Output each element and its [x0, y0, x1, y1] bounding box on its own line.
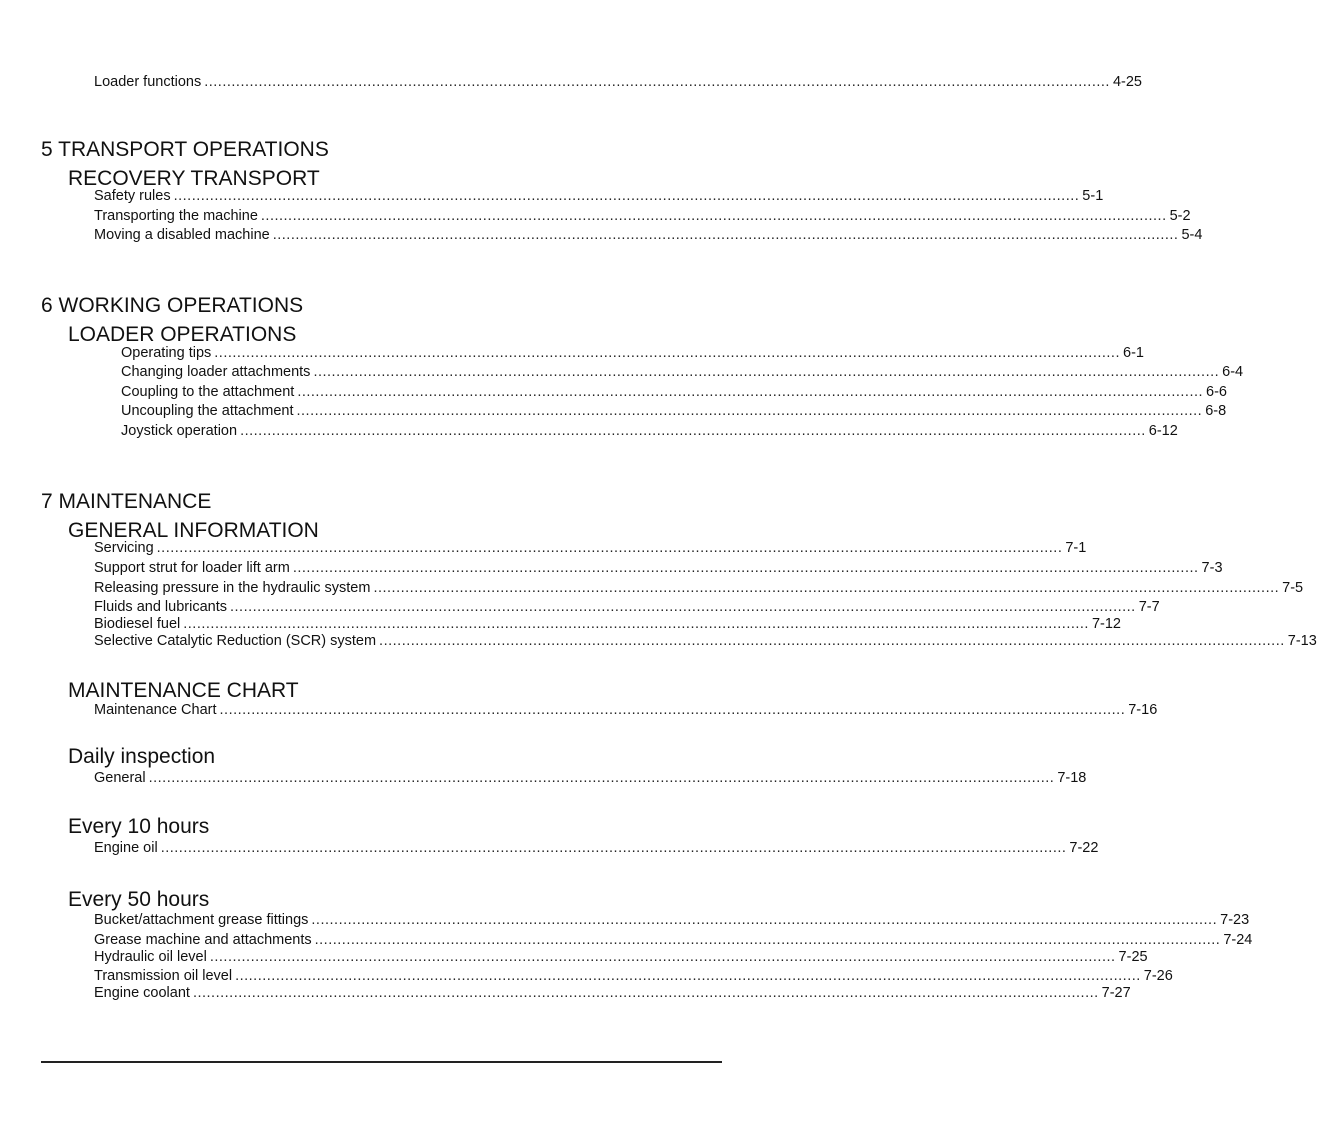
- toc-entry-title: Coupling to the attachment: [121, 384, 295, 400]
- section-heading: GENERAL INFORMATION: [68, 519, 319, 542]
- chapter-heading: 6 WORKING OPERATIONS: [41, 294, 304, 317]
- toc-entry-title: Safety rules: [94, 188, 171, 204]
- toc-entry[interactable]: [94, 226, 1203, 244]
- toc-entry-page: 4-25: [1112, 74, 1142, 90]
- toc-entry[interactable]: [94, 911, 1250, 929]
- toc-entry[interactable]: [94, 579, 1304, 597]
- toc-entry-page: 5-1: [1082, 188, 1104, 204]
- dot-leader: ........................................................................................................................................................................................................: [296, 403, 1203, 419]
- footer-rule: [41, 1061, 722, 1063]
- toc-entry[interactable]: [94, 769, 1087, 787]
- toc-entry-page: 6-8: [1205, 403, 1227, 419]
- dot-leader: ........................................................................................................................................................................................................: [311, 912, 1218, 928]
- section-heading: LOADER OPERATIONS: [68, 323, 297, 346]
- dot-leader: ........................................................................................................................................................................................................: [313, 364, 1220, 380]
- dot-leader: ........................................................................................................................................................................................................: [160, 840, 1067, 856]
- toc-entry-title: Hydraulic oil level: [94, 949, 207, 965]
- toc-entry-page: 7-1: [1065, 540, 1087, 556]
- dot-leader: ........................................................................................................................................................................................................: [297, 384, 1204, 400]
- section-heading: MAINTENANCE CHART: [68, 679, 299, 702]
- dot-leader: ........................................................................................................................................................................................................: [219, 702, 1126, 718]
- dot-leader: ........................................................................................................................................................................................................: [240, 423, 1146, 439]
- toc-entry[interactable]: [121, 402, 1227, 420]
- section-heading: Daily inspection: [68, 745, 216, 768]
- toc-entry[interactable]: [94, 839, 1099, 857]
- dot-leader: ........................................................................................................................................................................................................: [373, 580, 1280, 596]
- toc-entry-page: 7-3: [1201, 560, 1223, 576]
- toc-entry[interactable]: [94, 559, 1223, 577]
- toc-entry-page: 7-23: [1220, 912, 1250, 928]
- toc-entry[interactable]: [94, 984, 1131, 1002]
- dot-leader: ........................................................................................................................................................................................................: [230, 599, 1136, 615]
- toc-entry-title: Uncoupling the attachment: [121, 403, 294, 419]
- toc-entry[interactable]: [94, 967, 1173, 985]
- toc-entry-title: Changing loader attachments: [121, 364, 311, 380]
- toc-entry-page: 7-16: [1128, 702, 1158, 718]
- dot-leader: ........................................................................................................................................................................................................: [272, 227, 1179, 243]
- toc-entry-page: 7-13: [1287, 633, 1317, 649]
- dot-leader: ........................................................................................................................................................................................................: [292, 560, 1199, 576]
- toc-entry-page: 7-12: [1091, 616, 1121, 632]
- dot-leader: ........................................................................................................................................................................................................: [314, 932, 1221, 948]
- toc-entry-page: 7-5: [1282, 580, 1304, 596]
- dot-leader: ........................................................................................................................................................................................................: [379, 633, 1285, 649]
- toc-entry-title: Releasing pressure in the hydraulic system: [94, 580, 371, 596]
- toc-entry-title: Fluids and lubricants: [94, 599, 227, 615]
- dot-leader: ........................................................................................................................................................................................................: [260, 208, 1167, 224]
- toc-entry[interactable]: [94, 931, 1253, 949]
- toc-entry-page: 6-1: [1123, 345, 1144, 361]
- toc-entry[interactable]: [94, 701, 1158, 719]
- toc-entry[interactable]: [94, 73, 1142, 91]
- toc-entry[interactable]: [94, 539, 1087, 557]
- chapter-heading: 7 MAINTENANCE: [41, 490, 212, 513]
- dot-leader: ........................................................................................................................................................................................................: [204, 74, 1110, 90]
- toc-entry-page: 6-6: [1206, 384, 1227, 400]
- toc-entry[interactable]: [94, 615, 1121, 633]
- dot-leader: ........................................................................................................................................................................................................: [235, 968, 1141, 984]
- section-heading: Every 50 hours: [68, 888, 210, 911]
- toc-entry-title: Biodiesel fuel: [94, 616, 181, 632]
- toc-entry-page: 6-12: [1148, 423, 1178, 439]
- toc-entry-page: 5-2: [1169, 208, 1191, 224]
- toc-entry-page: 7-22: [1069, 840, 1099, 856]
- toc-entry[interactable]: [94, 207, 1191, 225]
- toc-entry-title: Loader functions: [94, 74, 202, 90]
- toc-entry[interactable]: [121, 383, 1227, 401]
- toc-entry-page: 7-27: [1101, 985, 1131, 1001]
- toc-entry[interactable]: [121, 422, 1178, 440]
- chapter-heading: 5 TRANSPORT OPERATIONS: [41, 138, 329, 161]
- toc-entry-title: Grease machine and attachments: [94, 932, 312, 948]
- toc-entry-title: Servicing: [94, 540, 154, 556]
- toc-entry-title: Maintenance Chart: [94, 702, 217, 718]
- toc-entry-title: Support strut for loader lift arm: [94, 560, 290, 576]
- dot-leader: ........................................................................................................................................................................................................: [209, 949, 1116, 965]
- toc-entry-title: Transporting the machine: [94, 208, 258, 224]
- dot-leader: ........................................................................................................................................................................................................: [214, 345, 1120, 361]
- section-heading: Every 10 hours: [68, 815, 210, 838]
- toc-entry-page: 7-25: [1118, 949, 1148, 965]
- toc-entry-page: 7-24: [1223, 932, 1253, 948]
- dot-leader: ........................................................................................................................................................................................................: [192, 985, 1099, 1001]
- toc-entry[interactable]: [121, 344, 1144, 362]
- toc-entry-title: Operating tips: [121, 345, 212, 361]
- toc-entry-title: Bucket/attachment grease fittings: [94, 912, 309, 928]
- toc-entry-title: Engine oil: [94, 840, 158, 856]
- toc-entry-title: Joystick operation: [121, 423, 238, 439]
- toc-entry[interactable]: [94, 187, 1104, 205]
- toc-entry-title: General: [94, 770, 146, 786]
- toc-entry[interactable]: [94, 948, 1148, 966]
- toc-entry-title: Transmission oil level: [94, 968, 233, 984]
- toc-entry-page: 6-4: [1222, 364, 1244, 380]
- dot-leader: ........................................................................................................................................................................................................: [173, 188, 1080, 204]
- toc-entry[interactable]: [121, 363, 1244, 381]
- dot-leader: ........................................................................................................................................................................................................: [183, 616, 1089, 632]
- toc-entry-title: Selective Catalytic Reduction (SCR) system: [94, 633, 377, 649]
- toc-entry[interactable]: [94, 632, 1317, 650]
- toc-entry[interactable]: [94, 598, 1160, 616]
- dot-leader: ........................................................................................................................................................................................................: [148, 770, 1055, 786]
- toc-entry-page: 5-4: [1181, 227, 1203, 243]
- toc-entry-page: 7-18: [1057, 770, 1087, 786]
- section-heading: RECOVERY TRANSPORT: [68, 167, 320, 190]
- toc-entry-title: Moving a disabled machine: [94, 227, 270, 243]
- dot-leader: ........................................................................................................................................................................................................: [156, 540, 1063, 556]
- toc-entry-page: 7-26: [1143, 968, 1173, 984]
- toc-entry-page: 7-7: [1138, 599, 1160, 615]
- toc-entry-title: Engine coolant: [94, 985, 190, 1001]
